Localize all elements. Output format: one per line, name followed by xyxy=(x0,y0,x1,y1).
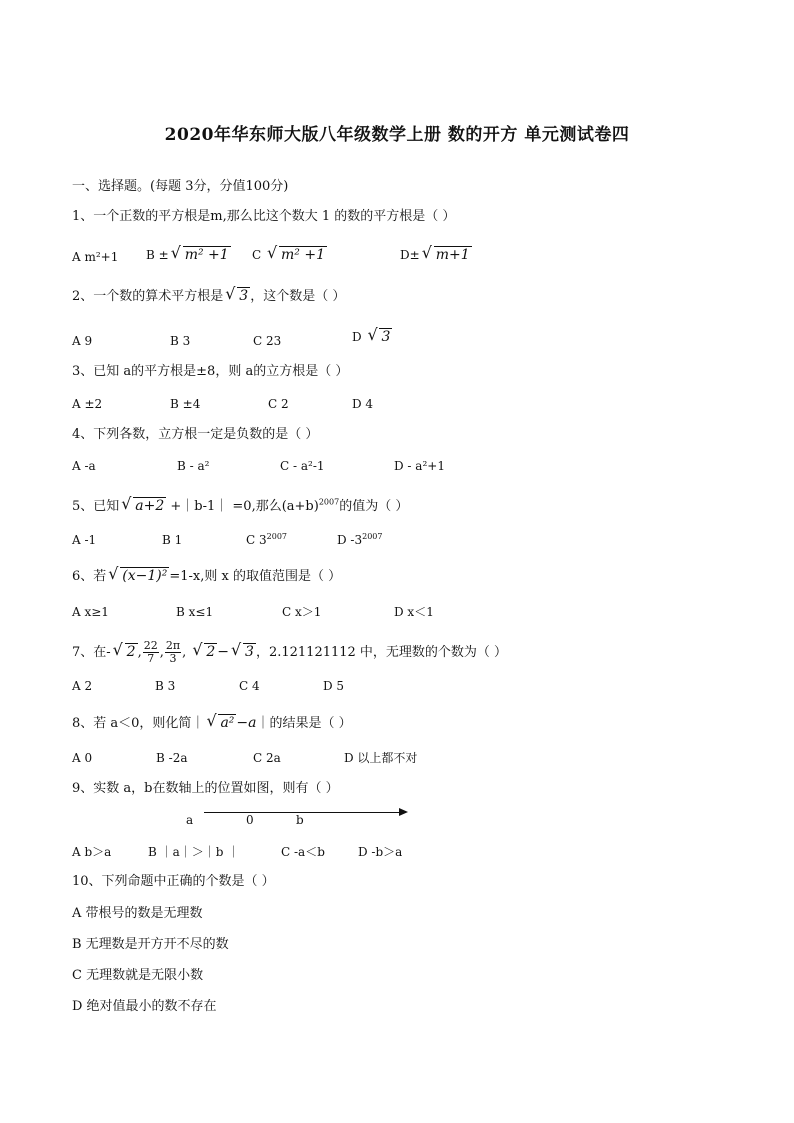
q6-option-a: A x≥1 xyxy=(72,605,109,619)
q1-option-a: A m²+1 xyxy=(72,250,119,264)
q4-option-b: B - a² xyxy=(177,459,210,473)
q5-option-d: D $-3^{2007}$ xyxy=(337,532,383,547)
q3-option-a: A ±2 xyxy=(72,397,103,411)
question-7: 7、在-√ 2 , $\frac{22}{7}$ , $\frac{2\pi}{3}$ , √ 2 −√ 3 ，2.121121112 中，无理数的个数为（ ） xyxy=(72,640,507,665)
q7-option-c: C 4 xyxy=(239,679,260,693)
q5-option-a: A -1 xyxy=(72,533,97,547)
question-6: 6、若√ (x−1)² =1-x,则 x 的取值范围是（ ） xyxy=(72,567,341,586)
q6-option-c: C x＞1 xyxy=(282,605,322,619)
q4-option-c: C - a²-1 xyxy=(280,459,325,473)
q8-option-d: D 以上都不对 xyxy=(344,751,418,765)
question-5: 5、已知√ a+2 +｜b-1｜ =0,那么$(a+b)^{2007}$的值为（ ） xyxy=(72,497,408,516)
q7-option-a: A 2 xyxy=(72,679,93,693)
q3-option-c: C 2 xyxy=(268,397,289,411)
q2-option-d: D √ 3 xyxy=(352,328,392,346)
q3-option-d: D 4 xyxy=(352,397,374,411)
q6-option-d: D x＜1 xyxy=(394,605,434,619)
q2-option-a: A 9 xyxy=(72,334,93,348)
q1-option-c: C √ m² +1 xyxy=(252,246,327,264)
q1-option-d: D±√ m+1 xyxy=(400,246,472,264)
q5-option-c: C $3^{2007}$ xyxy=(246,532,287,547)
question-1: 1、一个正数的平方根是m,那么比这个数大 1 的数的平方根是（ ） xyxy=(72,209,456,224)
page-title: 2020年华东师大版八年级数学上册 数的开方 单元测试卷四 xyxy=(164,125,630,145)
q2-option-c: C 23 xyxy=(253,334,282,348)
question-8: 8、若 a＜0，则化简｜√ a² −a｜的结果是（ ） xyxy=(72,714,352,733)
q8-option-c: C 2a xyxy=(253,751,281,765)
q7-option-d: D 5 xyxy=(323,679,345,693)
question-4: 4、下列各数，立方根一定是负数的是（ ） xyxy=(72,427,319,442)
number-line-label-b: b xyxy=(296,813,304,827)
q3-option-b: B ±4 xyxy=(170,397,201,411)
q9-option-b: B ｜a｜＞｜b ｜ xyxy=(148,845,240,859)
number-line-label-a: a xyxy=(186,813,194,827)
q9-option-c: C -a＜b xyxy=(281,845,325,859)
number-line-arrow-icon xyxy=(399,808,408,816)
section-heading: 一、选择题。(每题 3分，分值100分) xyxy=(72,179,289,194)
q5-option-b: B 1 xyxy=(162,533,183,547)
q1-option-b: B ±√ m² +1 xyxy=(146,246,231,264)
number-line-label-0: 0 xyxy=(246,813,254,827)
question-9: 9、实数 a，b在数轴上的位置如图，则有（ ） xyxy=(72,781,339,796)
q8-option-a: A 0 xyxy=(72,751,93,765)
question-2: 2、一个数的算术平方根是√ 3 ，这个数是（ ） xyxy=(72,287,345,306)
q4-option-a: A -a xyxy=(72,459,96,473)
q10-option-b: B 无理数是开方开不尽的数 xyxy=(72,937,229,952)
q10-option-a: A 带根号的数是无理数 xyxy=(72,906,203,921)
q6-option-b: B x≤1 xyxy=(176,605,214,619)
number-line xyxy=(204,812,404,813)
q2-option-b: B 3 xyxy=(170,334,191,348)
q10-option-d: D 绝对值最小的数不存在 xyxy=(72,999,217,1014)
q10-option-c: C 无理数就是无限小数 xyxy=(72,968,204,983)
question-3: 3、已知 a的平方根是±8，则 a的立方根是（ ） xyxy=(72,364,349,379)
q9-option-d: D -b＞a xyxy=(358,845,403,859)
q4-option-d: D - a²+1 xyxy=(394,459,445,473)
q9-option-a: A b＞a xyxy=(72,845,112,859)
q8-option-b: B -2a xyxy=(156,751,188,765)
q7-option-b: B 3 xyxy=(155,679,176,693)
question-10: 10、下列命题中正确的个数是（ ） xyxy=(72,874,275,889)
